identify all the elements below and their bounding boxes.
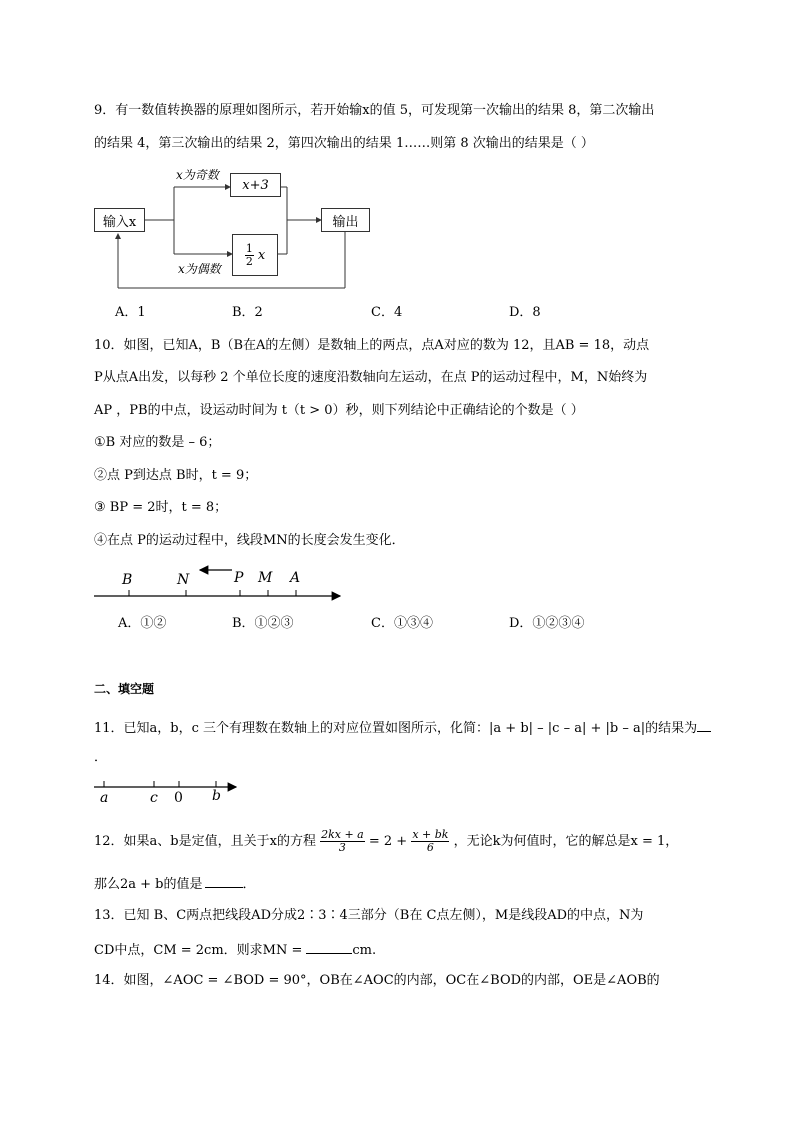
q9-option-b: B．2 (232, 305, 263, 320)
q10-statement-1: ①B 对应的数是 – 6； (94, 435, 221, 450)
q12-answer-blank (205, 873, 243, 888)
q10-line-2: P从点A出发，以每秒 2 个单位长度的速度沿数轴向左运动，在点 P的运动过程中，M，N始终为 (94, 370, 648, 385)
q11-label-a: a (100, 790, 109, 806)
axis-label-m: M (258, 570, 273, 586)
axis-label-b: B (122, 572, 133, 588)
q13-answer-blank (306, 939, 352, 954)
q9-line-1: 9．有一数值转换器的原理如图所示，若开始输x的值 5，可发现第一次输出的结果 8，第二次输出 (94, 103, 655, 118)
q9-option-c: C．4 (371, 305, 403, 320)
q11-label-c: c (150, 790, 158, 806)
q12-text-3: 那么2a + b的值是 (94, 877, 203, 892)
q12-text-1: 12．如果a、b是定值，且关于x的方程 (94, 834, 316, 849)
even-fraction: $\frac{1}{2}$ (245, 241, 253, 268)
q12-line-1 (94, 826, 678, 858)
q13-text: CD中点，CM = 2cm．则求MN = (94, 943, 303, 958)
q10-line-3: AP ，PB的中点，设运动时间为 t（t > 0）秒，则下列结论中正确结论的个数是（ ） (94, 403, 584, 418)
q10-line-1: 10．如图，已知A，B（B在A的左侧）是数轴上的两点，点A对应的数为 12，且AB = 18，动点 (94, 338, 650, 353)
q9-line-2: 的结果 4，第三次输出的结果 2，第四次输出的结果 1……则第 8 次输出的结果是（ ） (94, 136, 594, 151)
section-title: 二、填空题 (94, 682, 155, 696)
axis-label-a: A (290, 570, 301, 586)
q12-equals: = 2 + (368, 834, 408, 849)
q10-option-b: B．①②③ (232, 616, 294, 631)
axis-label-p: P (234, 570, 244, 586)
q13-line-1: 13．已知 B、C两点把线段AD分成2∶3∶4三部分（B在 C点左侧），M是线段AD的中点，N为 (94, 908, 644, 923)
odd-operation: x+3 (242, 177, 269, 193)
even-variable: x (257, 247, 266, 263)
q9-option-a: A．1 (115, 305, 146, 320)
input-label: 输入x (102, 214, 137, 230)
q12-fraction-2: $\frac{x + bk}{6}$ (412, 828, 449, 854)
q12-text-2: ，无论k为何值时，它的解总是x = 1， (453, 834, 679, 849)
q14-line-1: 14．如图，∠AOC = ∠BOD = 90°，OB在∠AOC的内部，OC在∠BOD的内部，OE是∠AOB的 (94, 973, 660, 988)
q11-text: 11．已知a，b，c 三个有理数在数轴上的对应位置如图所示，化简：|a + b| – |c – a| + |b – a|的结果为 (94, 721, 698, 736)
q9-option-d: D．8 (509, 305, 541, 320)
q10-statement-4: ④在点 P的运动过程中，线段MN的长度会发生变化． (94, 533, 405, 548)
q10-option-c: C．①③④ (371, 616, 433, 631)
q10-option-a: A．①② (118, 616, 167, 631)
q12-fraction-1: $\frac{2kx + a}{3}$ (321, 828, 364, 854)
output-label: 输出 (332, 214, 359, 230)
axis-label-n: N (177, 572, 190, 588)
q11-line-2: ． (94, 750, 108, 765)
q11-label-zero: 0 (174, 790, 183, 806)
q10-option-d: D．①②③④ (509, 616, 585, 631)
odd-label: x为奇数 (176, 168, 219, 182)
q13-line-2: CD中点，CM = 2cm．则求MN = cm. (94, 939, 376, 961)
q10-statement-3: ③ BP = 2时，t = 8； (94, 500, 228, 515)
q10-statement-2: ②点 P到达点 B时，t = 9； (94, 468, 258, 483)
q12-line-2: 那么2a + b的值是 ． (94, 873, 256, 895)
even-label: x为偶数 (178, 262, 221, 276)
q11-label-b: b (212, 788, 221, 804)
